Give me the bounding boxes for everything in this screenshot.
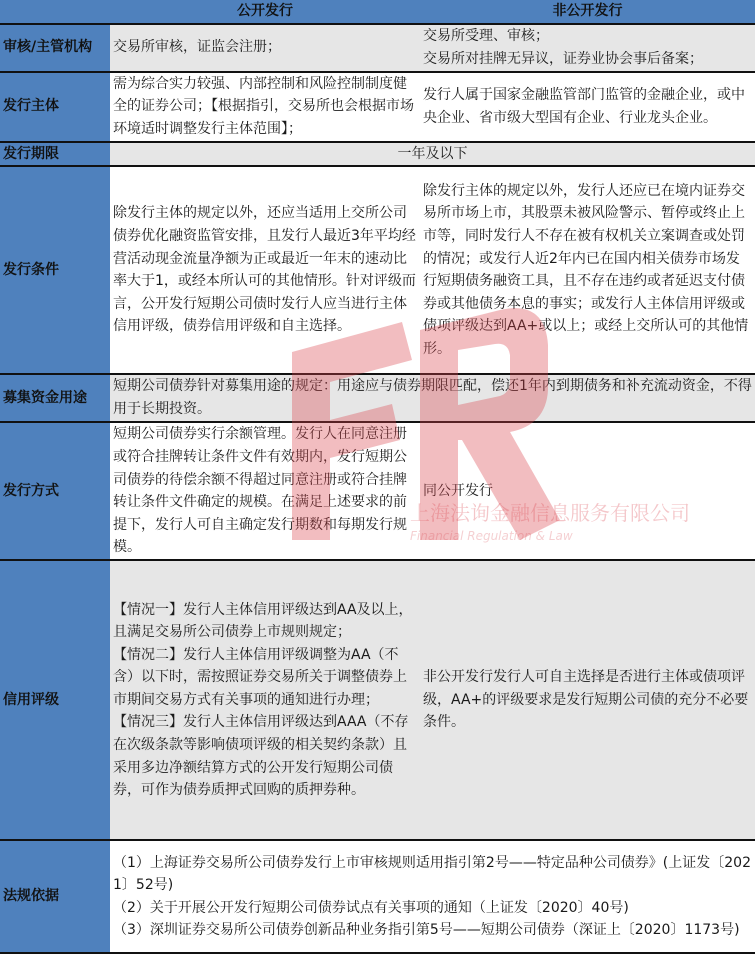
rating-case-1: 【情况一】发行人主体信用评级达到AA及以上，且满足交易所公司债券上市规则规定； bbox=[113, 601, 413, 641]
row-rating bbox=[0, 560, 755, 840]
header-corner bbox=[0, 0, 110, 24]
legal-basis-item-3: （3）深圳证券交易所公司债券创新品种业务指引第5号——短期公司债券（深证上〔2020〕1173号) bbox=[113, 922, 740, 939]
row-label-term: 发行期限 bbox=[0, 142, 110, 167]
header-row bbox=[0, 0, 755, 24]
cell-regulator-private bbox=[420, 24, 755, 72]
cell-conditions-private: 除发行主体的规定以外，发行人还应已在境内证券交易所市场上市，其股票未被风险警示、暂停或终止上市等，同时发行人不存在被有权机关立案调查或处罚的情况；或发行人近2年内已在国内相关债券市场发行短期债务融资工具，且不存在违约或者延迟支付债券或其他债务本息的事实；或发行人主体信用评级或债项评级达到AA+或以上；或经上交所认可的其他情形。 bbox=[420, 166, 755, 374]
cell-rating-public bbox=[110, 560, 420, 840]
row-legal-basis bbox=[0, 840, 755, 953]
regulator-private-line-1: 交易所受理、审核； bbox=[423, 28, 549, 44]
cell-rating-private: 非公开发行发行人可自主选择是否进行主体或债项评级，AA+的评级要求是发行短期公司债的充分不必要条件。 bbox=[420, 560, 755, 840]
rating-case-3: 【情况三】发行人主体信用评级达到AAA（不存在次级条款等影响债项评级的相关契约条款）且采用多边净额结算方式的公开发行短期公司债券，可作为债券质押式回购的质押券种。 bbox=[113, 714, 409, 799]
cell-method-private: 同公开发行 bbox=[420, 422, 755, 560]
cell-use-of-funds-merged: 短期公司债券针对募集用途的规定：用途应与债券期限匹配，偿还1年内到期债务和补充流动资金，不得用于长期投资。 bbox=[110, 374, 755, 422]
header-public-issuance: 公开发行 bbox=[110, 0, 420, 24]
cell-regulator-public: 交易所审核，证监会注册； bbox=[110, 24, 420, 72]
cell-legal-basis-merged bbox=[110, 840, 755, 953]
regulator-private-line-2: 交易所对挂牌无异议，证券业协会事后备案； bbox=[423, 50, 703, 67]
row-label-conditions: 发行条件 bbox=[0, 166, 110, 374]
header-private-issuance: 非公开发行 bbox=[420, 0, 755, 24]
cell-term-merged: 一年及以下 bbox=[110, 142, 755, 167]
row-label-use-of-funds: 募集资金用途 bbox=[0, 374, 110, 422]
row-regulator bbox=[0, 24, 755, 72]
rating-case-2: 【情况二】发行人主体信用评级调整为AA（不含）以下时，需按照证券交易所关于调整债券上市期间交易方式有关事项的通知进行办理； bbox=[113, 646, 407, 708]
row-issuer bbox=[0, 72, 755, 142]
row-method bbox=[0, 422, 755, 560]
cell-conditions-public: 除发行主体的规定以外，还应当适用上交所公司债券优化融资监管安排，且发行人最近3年平均经营活动现金流量净额为正或最近一年末的速动比率大于1，或经本所认可的其他情形。针对评级而言，公开发行短期公司债时发行人应当进行主体信用评级，债券信用评级和自主选择。 bbox=[110, 166, 420, 374]
row-term bbox=[0, 142, 755, 167]
row-label-issuer: 发行主体 bbox=[0, 72, 110, 142]
row-use-of-funds bbox=[0, 374, 755, 422]
row-conditions bbox=[0, 166, 755, 374]
cell-issuer-private: 发行人属于国家金融监管部门监管的金融企业，或中央企业、省市级大型国有企业、行业龙头企业。 bbox=[420, 72, 755, 142]
row-label-regulator: 审核/主管机构 bbox=[0, 24, 110, 72]
legal-basis-item-2: （2）关于开展公开发行短期公司债券试点有关事项的通知（上证发〔2020〕40号) bbox=[113, 899, 629, 916]
legal-basis-item-1: （1）上海证券交易所公司债券发行上市审核规则适用指引第2号——特定品种公司债券》(上证发〔2021〕52号) bbox=[113, 854, 751, 894]
row-label-rating: 信用评级 bbox=[0, 560, 110, 840]
cell-method-public: 短期公司债券实行余额管理。发行人在同意注册或符合挂牌转让条件文件有效期内，发行短期公司债券的待偿余额不得超过同意注册或符合挂牌转让条件文件确定的规模。在满足上述要求的前提下，发行人可自主确定发行期数和每期发行规模。 bbox=[110, 422, 420, 560]
svg-text:Financial Regulation & Law: Financial Regulation & Law bbox=[410, 529, 573, 543]
row-label-method: 发行方式 bbox=[0, 422, 110, 560]
svg-text:上海法询金融信息服务有限公司: 上海法询金融信息服务有限公司 bbox=[410, 501, 690, 525]
row-label-legal-basis: 法规依据 bbox=[0, 840, 110, 953]
cell-issuer-public: 需为综合实力较强、内部控制和风险控制制度健全的证券公司；【根据指引，交易所也会根据市场环境适时调整发行主体范围】； bbox=[110, 72, 420, 142]
